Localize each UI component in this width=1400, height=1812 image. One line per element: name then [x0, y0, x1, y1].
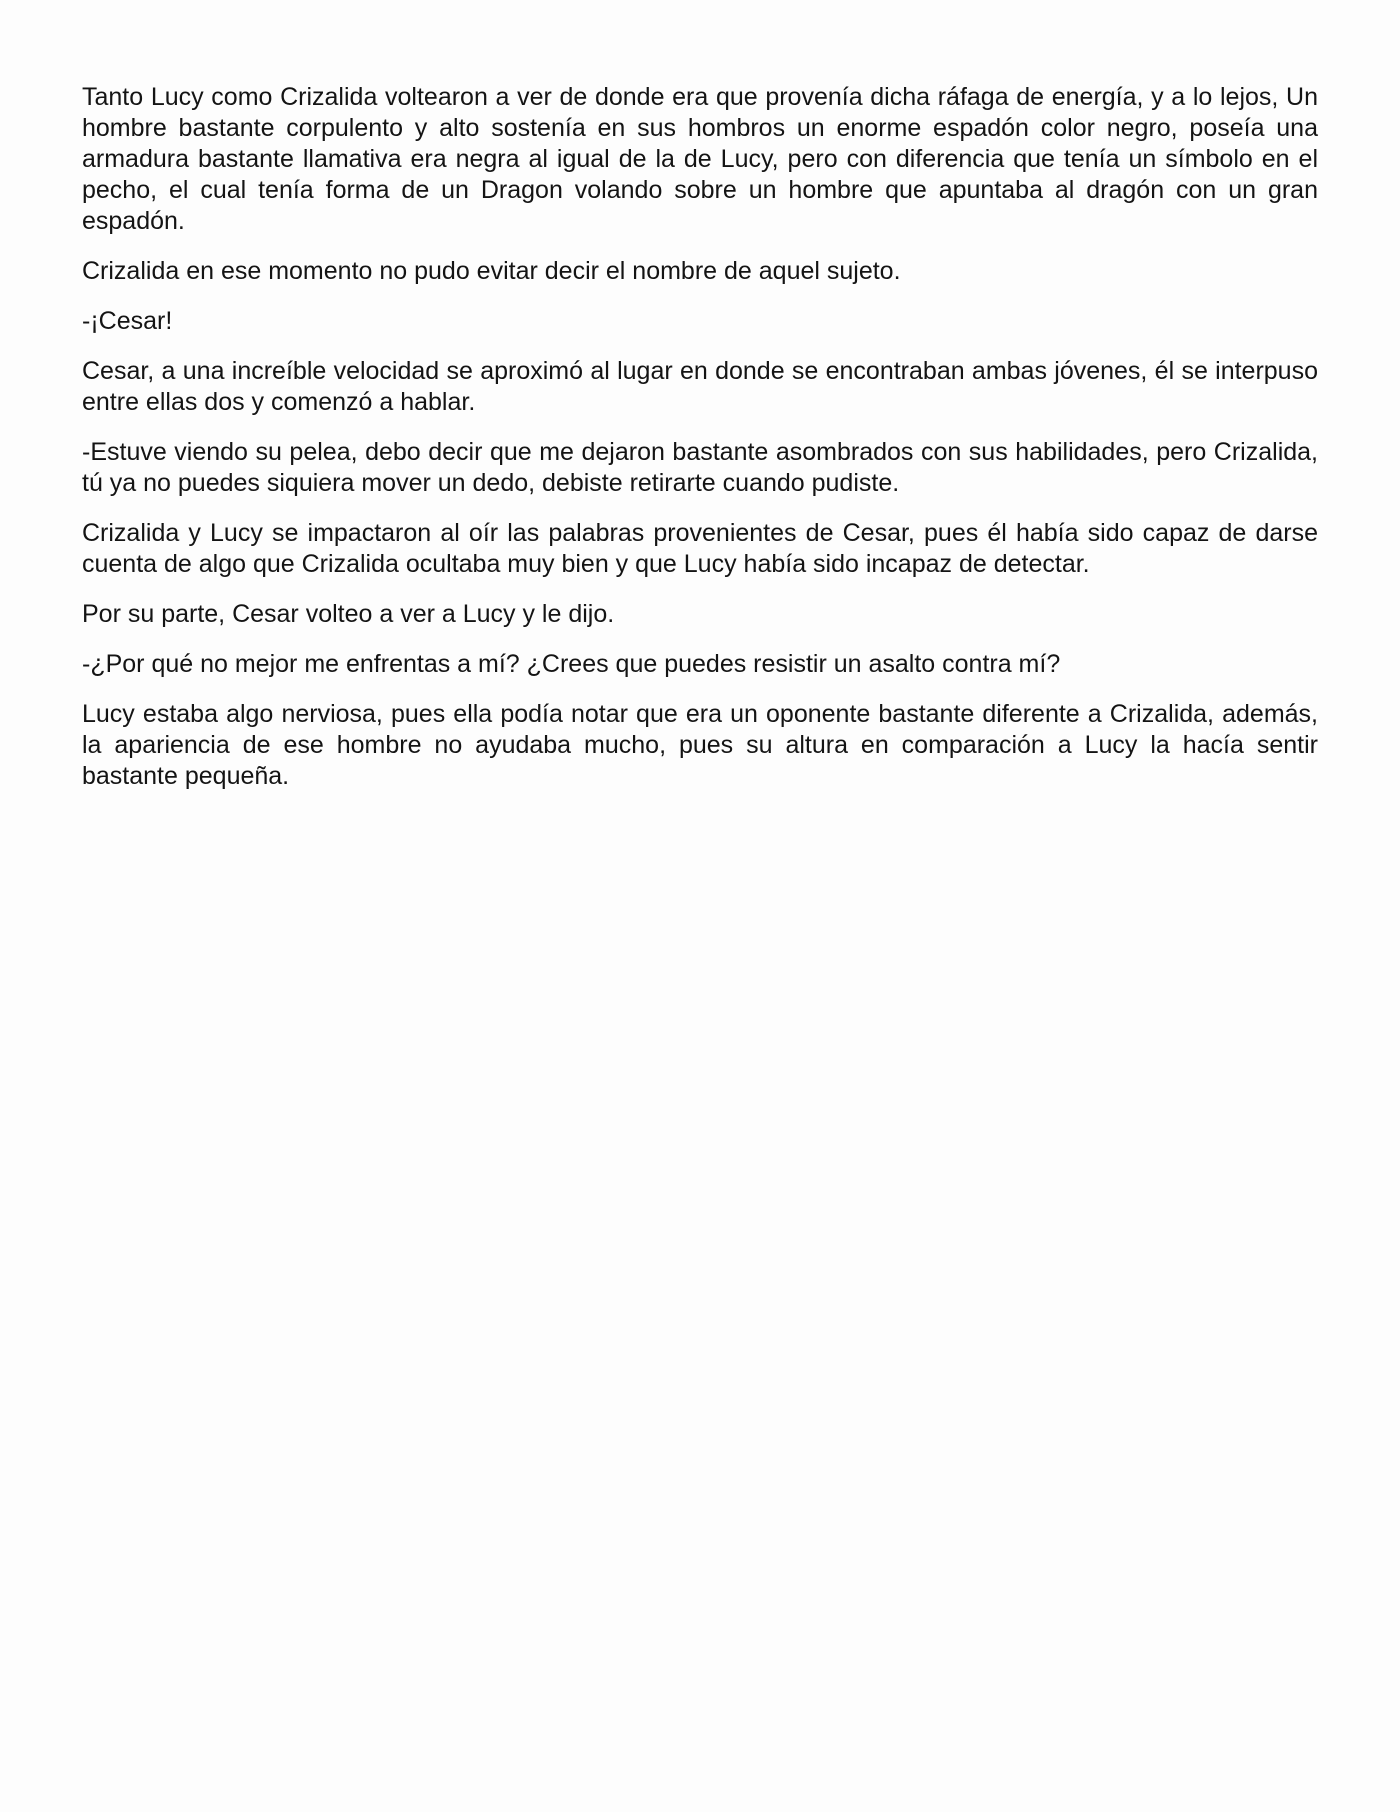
dialogue-line: -¿Por qué no mejor me enfrentas a mí? ¿Crees que puedes resistir un asalto contra mí?: [82, 650, 1061, 678]
paragraph: Lucy estaba algo nerviosa, pues ella podía notar que era un oponente bastante diferente a Crizalida, además, la apariencia de ese hombre no ayudaba mucho, pues su altura en comparación a Lucy la hacía sentir bastante pequeña.: [82, 700, 1318, 790]
paragraph: Por su parte, Cesar volteo a ver a Lucy y le dijo.: [82, 600, 615, 628]
document-page: [82, 82, 1318, 811]
paragraph: Crizalida y Lucy se impactaron al oír las palabras provenientes de Cesar, pues él había sido capaz de darse cuenta de algo que Crizalida ocultaba muy bien y que Lucy había sido incapaz de detectar.: [82, 519, 1318, 578]
dialogue-line: -¡Cesar!: [82, 307, 173, 335]
paragraph: Cesar, a una increíble velocidad se aproximó al lugar en donde se encontraban ambas jóvenes, él se interpuso entre ellas dos y comenzó a hablar.: [82, 357, 1318, 416]
paragraph: Tanto Lucy como Crizalida voltearon a ver de donde era que provenía dicha ráfaga de energía, y a lo lejos, Un hombre bastante corpulento y alto sostenía en sus hombros un enorme espadón color negro, poseía una armadura bastante llamativa era negra al igual de la de Lucy, pero con diferencia que tenía un símbolo en el pecho, el cual tenía forma de un Dragon volando sobre un hombre que apuntaba al dragón con un gran espadón.: [82, 83, 1318, 235]
dialogue-line: -Estuve viendo su pelea, debo decir que me dejaron bastante asombrados con sus habilidades, pero Crizalida, tú ya no puedes siquiera mover un dedo, debiste retirarte cuando pudiste.: [82, 438, 1318, 497]
paragraph: Crizalida en ese momento no pudo evitar decir el nombre de aquel sujeto.: [82, 257, 901, 285]
